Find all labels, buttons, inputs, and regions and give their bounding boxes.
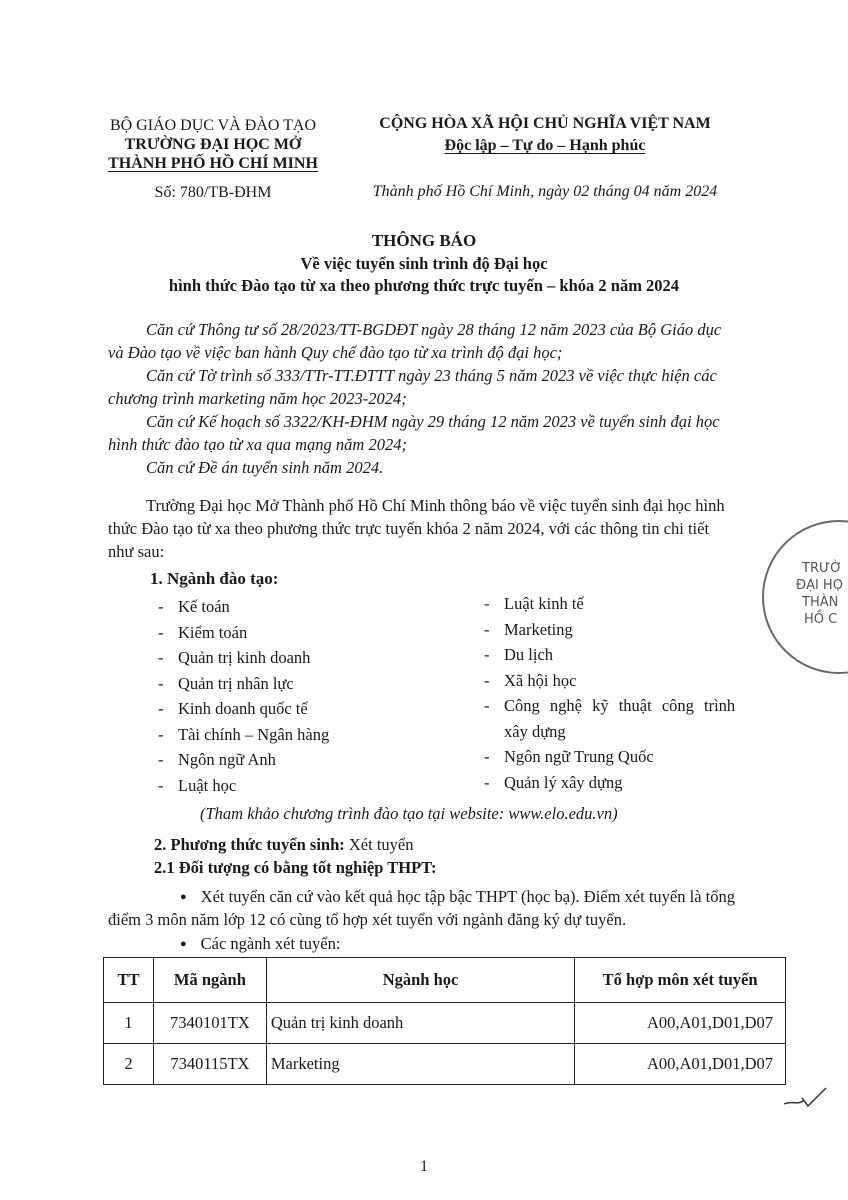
notice-subtitle-2: hình thức Đào tạo từ xa theo phương thức trực tuyến – khóa 2 năm 2024 — [168, 276, 680, 295]
basis-2-line1: Căn cứ Tờ trình số 333/TTr-TT.ĐTTT ngày 23 tháng 5 năm 2023 về việc thực hiện các — [146, 366, 717, 385]
cell-code: 7340101TX — [153, 1003, 266, 1044]
list-item-continuation: xây dựng — [504, 721, 566, 741]
header-program: Ngành học — [266, 958, 574, 1003]
notice-subtitle-1: Về việc tuyển sinh trình độ Đại học — [300, 254, 548, 273]
basis-1-line1: Căn cứ Thông tư số 28/2023/TT-BGDĐT ngày 28 tháng 12 năm 2023 của Bộ Giáo dục — [146, 320, 722, 339]
list-item: - Kinh doanh quốc tế — [158, 699, 308, 718]
school-name-line1: TRƯỜNG ĐẠI HỌC MỞ — [124, 136, 302, 153]
place-and-date: Thành phố Hồ Chí Minh, ngày 02 tháng 04 năm 2024 — [372, 183, 718, 200]
legal-bases — [108, 318, 788, 479]
notice-title: THÔNG BÁO — [371, 231, 477, 250]
ministry-name: BỘ GIÁO DỤC VÀ ĐÀO TẠO — [109, 117, 317, 134]
bullet-1-cont: điểm 3 môn năm lớp 12 có cùng tổ hợp xét tuyển với ngành đăng ký dự tuyển. — [108, 910, 627, 929]
page-number: 1 — [420, 1158, 428, 1175]
list-item: - Ngôn ngữ Anh — [158, 750, 276, 769]
intro-line3: như sau: — [108, 542, 165, 561]
bullet-icon: ● — [180, 891, 187, 903]
section-1-heading: 1. Ngành đào tạo: — [150, 569, 279, 588]
school-seal-stamp: TRƯỜ ĐẠI HỌ THÀN HỒ C — [762, 520, 848, 674]
cell-tt: 1 — [104, 1003, 154, 1044]
list-item: - Quản trị nhân lực — [158, 673, 294, 693]
list-item: - Quản trị kinh doanh — [158, 648, 311, 667]
list-item: - Tài chính – Ngân hàng — [158, 724, 330, 744]
header-combination: Tổ hợp môn xét tuyển — [575, 958, 786, 1003]
list-item: - Kế toán — [158, 597, 230, 616]
admission-table — [103, 957, 786, 1085]
cell-combination: A00,A01,D01,D07 — [575, 1044, 786, 1085]
list-item: - Công nghệ kỹ thuật công trình — [484, 696, 736, 715]
header-tt: TT — [104, 958, 154, 1003]
intro-line1: Trường Đại học Mở Thành phố Hồ Chí Minh thông báo về việc tuyển sinh đại học hình — [146, 496, 725, 515]
website-reference: (Tham khảo chương trình đào tạo tại website: www.elo.edu.vn) — [200, 804, 618, 823]
cell-program: Marketing — [266, 1044, 574, 1085]
intro-paragraph — [108, 494, 798, 563]
document-number: Số: 780/TB-ĐHM — [154, 184, 272, 201]
bullet-icon: ● — [180, 938, 187, 950]
programs-left-list — [158, 594, 458, 798]
issuer-block — [88, 116, 338, 202]
list-item: - Xã hội học — [484, 670, 577, 690]
list-item: - Du lịch — [484, 645, 554, 664]
basis-3-line2: hình thức đào tạo từ xa qua mạng năm 2024; — [108, 435, 407, 454]
school-name-line2: THÀNH PHỐ HỒ CHÍ MINH — [108, 155, 318, 172]
table-header-row — [104, 958, 786, 1003]
bullet-2: ● Các ngành xét tuyển: — [180, 934, 341, 953]
handwritten-initial — [782, 1086, 830, 1110]
list-item: - Marketing — [484, 619, 573, 639]
list-item: - Quản lý xây dựng — [484, 772, 623, 792]
section-2-1-heading: 2.1 Đối tượng có bằng tốt nghiệp THPT: — [154, 858, 437, 877]
country-name: CỘNG HÒA XÃ HỘI CHỦ NGHĨA VIỆT NAM — [379, 115, 711, 132]
section-2-heading: 2. Phương thức tuyển sinh: Xét tuyển — [154, 835, 414, 854]
basis-1-line2: và Đào tạo về việc ban hành Quy chế đào tạo từ xa trình độ đại học; — [108, 343, 563, 362]
table-row — [104, 1044, 786, 1085]
national-heading — [350, 113, 740, 203]
basis-4-line1: Căn cứ Đề án tuyển sinh năm 2024. — [146, 458, 384, 477]
basis-3-line1: Căn cứ Kế hoạch số 3322/KH-ĐHM ngày 29 tháng 12 năm 2023 về tuyển sinh đại học — [146, 412, 720, 431]
bullet-1: ● Xét tuyển căn cứ vào kết quả học tập bậc THPT (học bạ). Điểm xét tuyển là tổng — [180, 887, 735, 906]
cell-combination: A00,A01,D01,D07 — [575, 1003, 786, 1044]
list-item: - Kiểm toán — [158, 622, 248, 642]
table-row — [104, 1003, 786, 1044]
national-motto: Độc lập – Tự do – Hạnh phúc — [444, 137, 646, 154]
header-code: Mã ngành — [153, 958, 266, 1003]
intro-line2: thức Đào tạo từ xa theo phương thức trực tuyến khóa 2 năm 2024, với các thông tin chi tiết — [108, 519, 710, 538]
list-item: - Luật kinh tế — [484, 594, 584, 613]
cell-tt: 2 — [104, 1044, 154, 1085]
cell-program: Quản trị kinh doanh — [266, 1003, 574, 1044]
list-item: - Luật học — [158, 775, 237, 795]
cell-code: 7340115TX — [153, 1044, 266, 1085]
list-item: - Ngôn ngữ Trung Quốc — [484, 747, 654, 766]
programs-right-list — [484, 591, 784, 795]
basis-2-line2: chương trình marketing năm học 2023-2024; — [108, 389, 407, 408]
